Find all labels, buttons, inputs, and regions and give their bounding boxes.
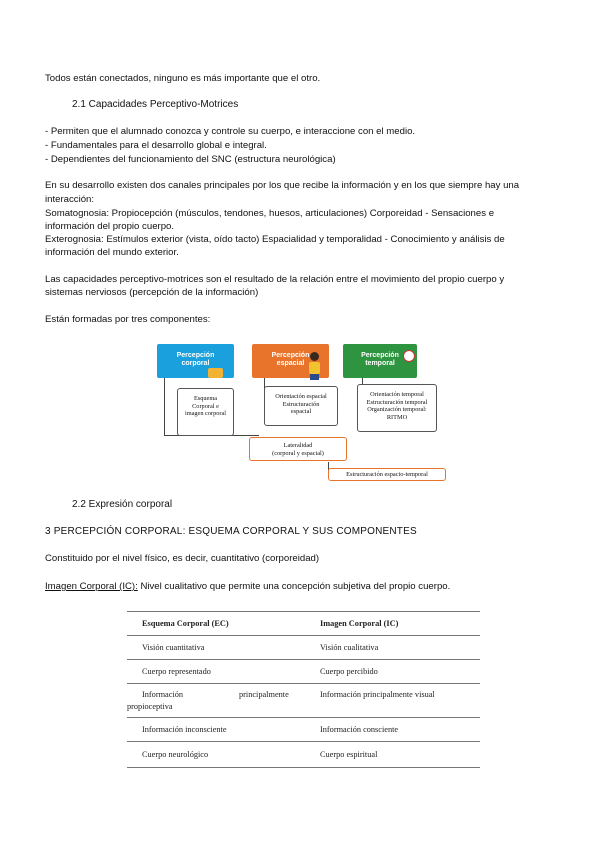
temporal-body-box xyxy=(357,384,437,432)
temporal-body-4: RITMO xyxy=(386,413,408,421)
temporal-body-2: Estructuración temporal xyxy=(366,398,428,406)
lateralidad-box xyxy=(249,437,347,461)
espacial-body-box xyxy=(264,386,338,426)
row4-ic: Información consciente xyxy=(320,725,399,734)
row5-ic: Cuerpo espiritual xyxy=(320,750,378,759)
espacial-body-1: Orientación espacial xyxy=(275,393,327,400)
table-row xyxy=(127,636,480,660)
row1-ec: Visión cuantitativa xyxy=(142,643,205,652)
espacial-title-1: Percepción xyxy=(271,352,310,359)
temporal-title-2: temporal xyxy=(365,360,395,367)
corporal-title-2: corporal xyxy=(181,360,210,367)
result-2: sistemas nerviosos (percepción de la información) xyxy=(45,287,259,298)
components-diagram xyxy=(150,340,450,485)
espacial-title-2: espacial xyxy=(276,360,305,367)
section-3-title: 3 PERCEPCIÓN CORPORAL: ESQUEMA CORPORAL Y SUS COMPONENTES xyxy=(45,526,417,537)
exterognosia-1: Exterognosia: Estímulos exterior (vista, oído tacto) Espacialidad y temporalidad - Conocimiento y análisis de xyxy=(45,234,505,245)
row3-ec-c: propioceptiva xyxy=(127,702,173,711)
row2-ic: Cuerpo percibido xyxy=(320,667,378,676)
bullet-2: - Fundamentales para el desarrollo global e integral. xyxy=(45,140,267,151)
components-intro: Están formadas por tres componentes: xyxy=(45,314,211,325)
imagen-corporal-line xyxy=(45,580,450,593)
header-ic: Imagen Corporal (IC) xyxy=(320,619,399,628)
row4-ec: Información inconsciente xyxy=(142,725,227,734)
row3-ec-b: principalmente xyxy=(239,690,289,699)
lateralidad-line-2: (corporal y espacial) xyxy=(272,449,324,457)
estructuracion-text: Estructuración espacio-temporal xyxy=(346,471,428,478)
row1-ic: Visión cualitativa xyxy=(320,643,379,652)
temporal-body-3: Organización temporal: xyxy=(367,406,427,413)
table-row xyxy=(127,684,480,718)
bullet-1: - Permiten que el alumnado conozca y controle su cuerpo, e interaccione con el medio. xyxy=(45,126,416,137)
espacial-body-2: Estructuración xyxy=(282,400,320,408)
section-2-1-title: 2.1 Capacidades Perceptivo-Motrices xyxy=(72,99,239,110)
table-row xyxy=(127,660,480,684)
lateralidad-line-1: Lateralidad xyxy=(283,442,313,449)
corporal-body-2: Corporal e xyxy=(192,402,219,410)
table-header-row xyxy=(127,612,480,636)
row2-ec: Cuerpo representado xyxy=(142,667,211,676)
child-figure-icon xyxy=(309,352,321,380)
corporal-title-1: Percepción xyxy=(176,352,215,359)
espacial-body-3: espacial xyxy=(290,408,312,415)
bullet-3: - Dependientes del funcionamiento del SNC (estructura neurológica) xyxy=(45,154,336,165)
channels-intro-2: interacción: xyxy=(45,194,95,205)
channels-intro-1: En su desarrollo existen dos canales principales por los que recibe la información y en los que siempre hay una xyxy=(45,180,520,191)
connector-corporal xyxy=(164,377,165,435)
estructuracion-box xyxy=(328,468,446,481)
temporal-body-1: Orientación temporal xyxy=(370,391,424,398)
intro-line: Todos están conectados, ninguno es más importante que el otro. xyxy=(45,73,321,84)
table-row xyxy=(127,742,480,768)
row3-ic: Información principalmente visual xyxy=(320,690,435,699)
corporal-body-1: Esquema xyxy=(193,395,218,402)
table-row xyxy=(127,718,480,742)
toys-icon xyxy=(208,368,223,378)
corporal-body-3: imagen corporal xyxy=(184,410,227,417)
ic-label: Imagen Corporal (IC): xyxy=(45,581,138,592)
constituido-line: Constituido por el nivel físico, es decir, cuantitativo (corporeidad) xyxy=(45,553,320,564)
somatognosia-2: información del propio cuerpo. xyxy=(45,221,175,232)
ic-text: Nivel cualitativo que permite una concepción subjetiva del propio cuerpo. xyxy=(137,581,451,592)
header-ec: Esquema Corporal (EC) xyxy=(142,619,229,628)
section-2-2-title: 2.2 Expresión corporal xyxy=(72,499,173,510)
result-1: Las capacidades perceptivo-motrices son el resultado de la relación entre el movimiento del propio cuerpo y xyxy=(45,274,505,285)
clock-icon xyxy=(403,350,415,362)
row5-ec: Cuerpo neurológico xyxy=(142,750,209,759)
row3-ec-a: Información xyxy=(142,690,184,699)
somatognosia-1: Somatognosia: Propiocepción (músculos, tendones, huesos, articulaciones) Corporeidad - Sensaciones e xyxy=(45,208,495,219)
comparison-table xyxy=(127,611,480,768)
temporal-title-1: Percepción xyxy=(361,352,399,359)
exterognosia-2: información del mundo exterior. xyxy=(45,247,179,258)
corporal-body-box xyxy=(177,388,234,436)
